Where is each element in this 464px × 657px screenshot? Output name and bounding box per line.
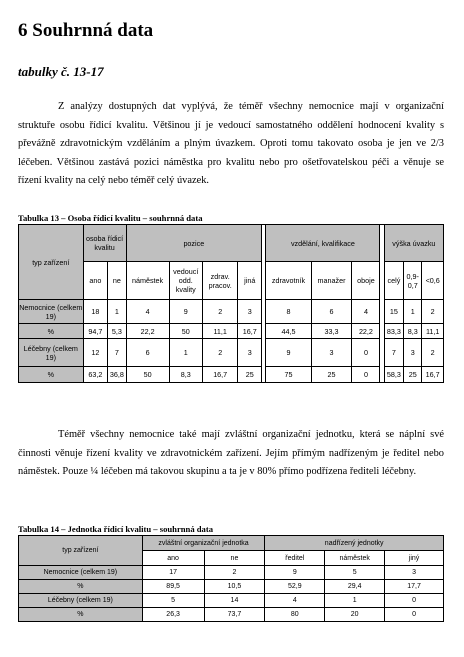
table-cell: 1 bbox=[169, 339, 202, 367]
table-13-group-pozice: pozice bbox=[126, 225, 262, 262]
table-cell: 3 bbox=[404, 339, 422, 367]
table-cell: 3 bbox=[385, 566, 444, 580]
table-cell: 52,9 bbox=[265, 580, 325, 594]
table-cell: 3 bbox=[238, 300, 262, 324]
table-13-group-osoba: osoba řídicí kvalitu bbox=[83, 225, 126, 262]
table-cell: 63,2 bbox=[83, 367, 108, 383]
table-cell: 80 bbox=[265, 608, 325, 622]
paragraph-1 bbox=[18, 98, 444, 191]
table-14-row-label: Léčebny (celkem 19) bbox=[19, 594, 143, 608]
table-cell: 22,2 bbox=[126, 324, 169, 339]
table-cell: 17,7 bbox=[385, 580, 444, 594]
table-cell: 6 bbox=[126, 339, 169, 367]
table-cell: 5,3 bbox=[108, 324, 126, 339]
paragraph-2 bbox=[18, 426, 444, 482]
table-cell: 9 bbox=[169, 300, 202, 324]
table-13-col-header: celý bbox=[384, 262, 403, 300]
table-14-group-nadrizeny: nadřízený jednotky bbox=[265, 536, 444, 551]
table-14-col-header: ne bbox=[204, 551, 265, 566]
table-cell: 29,4 bbox=[325, 580, 385, 594]
table-cell: 2 bbox=[204, 566, 265, 580]
table-cell: 2 bbox=[422, 300, 444, 324]
table-13-col-header: manažer bbox=[311, 262, 352, 300]
table-cell: 14 bbox=[204, 594, 265, 608]
table-cell: 1 bbox=[325, 594, 385, 608]
table-cell: 36,8 bbox=[108, 367, 126, 383]
table-cell: 1 bbox=[108, 300, 126, 324]
paragraph-2-text: Téměř všechny nemocnice také mají zvláštní organizační jednotku, která se náplní své činnosti věnuje řízení kvality ve zdravotnickém zařízení. Jejím přímým nadřízeným je ředitel nebo náměstek. Pouze ¼ léčeben má takovou skupinu a ta je v 80% přímo podřízena řediteli léčebny. bbox=[18, 429, 444, 477]
section-subheading: tabulky č. 13-17 bbox=[18, 64, 104, 79]
table-cell: 18 bbox=[83, 300, 108, 324]
table-cell: 5 bbox=[142, 594, 204, 608]
table-cell: 0 bbox=[352, 367, 380, 383]
table-13-col-header: <0,6 bbox=[422, 262, 444, 300]
table-cell: 25 bbox=[238, 367, 262, 383]
table-cell: 16,7 bbox=[202, 367, 238, 383]
table-cell: 10,5 bbox=[204, 580, 265, 594]
table-cell: 9 bbox=[265, 566, 325, 580]
table-cell: 94,7 bbox=[83, 324, 108, 339]
table-14-row-label: % bbox=[19, 608, 143, 622]
table-cell: 58,3 bbox=[384, 367, 403, 383]
table-cell: 83,3 bbox=[384, 324, 403, 339]
table-cell: 8,3 bbox=[169, 367, 202, 383]
table-cell: 16,7 bbox=[422, 367, 444, 383]
table-cell: 4 bbox=[126, 300, 169, 324]
table-cell: 11,1 bbox=[202, 324, 238, 339]
table-13-col-header: vedoucí odd. kvality bbox=[169, 262, 202, 300]
table-cell: 17 bbox=[142, 566, 204, 580]
table-13-row-label: Léčebny (celkem 19) bbox=[19, 339, 84, 367]
table-cell: 7 bbox=[108, 339, 126, 367]
table-cell: 33,3 bbox=[311, 324, 352, 339]
table-cell: 8 bbox=[266, 300, 311, 324]
table-cell: 6 bbox=[311, 300, 352, 324]
table-cell: 7 bbox=[384, 339, 403, 367]
table-cell: 26,3 bbox=[142, 608, 204, 622]
table-14-corner-header: typ zařízení bbox=[19, 536, 143, 566]
table-14-col-header: náměstek bbox=[325, 551, 385, 566]
table-cell: 2 bbox=[202, 300, 238, 324]
table-13-corner-header: typ zařízení bbox=[19, 225, 84, 300]
table-13-col-header: ne bbox=[108, 262, 126, 300]
table-13-row-label: % bbox=[19, 367, 84, 383]
table-13-col-header: náměstek bbox=[126, 262, 169, 300]
table-cell: 15 bbox=[384, 300, 403, 324]
table-13-row-label: Nemocnice (celkem 19) bbox=[19, 300, 84, 324]
table-cell: 20 bbox=[325, 608, 385, 622]
table-13-col-header: zdrav. pracov. bbox=[202, 262, 238, 300]
table-14-caption: Tabulka 14 – Jednotka řídicí kvalitu – souhrnná data bbox=[18, 524, 214, 534]
table-cell: 25 bbox=[311, 367, 352, 383]
table-14-col-header: ano bbox=[142, 551, 204, 566]
table-14-row-label: % bbox=[19, 580, 143, 594]
table-cell: 0 bbox=[385, 594, 444, 608]
paragraph-1-text: Z analýzy dostupných dat vyplývá, že téměř všechny nemocnice mají v organizační struktuře osobu řídicí kvalitu. Většinou jí je vedoucí samostatného oddělení hodnocení kvality s převážně zdravotnickým vzděláním a plným úvazkem. Oproti tomu takovato osoba je jen ve 2/3 léčeben. Většinou zastává pozici náměstka pro kvalitu nebo pro ošetřovatelskou péči a věnuje se řízení kvality na celý nebo téměř celý úvazek. bbox=[18, 101, 444, 186]
table-13-col-header: ano bbox=[83, 262, 108, 300]
table-13-group-vzdelani: vzdělání, kvalifikace bbox=[266, 225, 380, 262]
table-cell: 9 bbox=[266, 339, 311, 367]
table-14-col-header: jiný bbox=[385, 551, 444, 566]
table-cell: 1 bbox=[404, 300, 422, 324]
table-13-caption: Tabulka 13 – Osoba řídicí kvalitu – souhrnná data bbox=[18, 213, 203, 223]
table-cell: 73,7 bbox=[204, 608, 265, 622]
table-cell: 4 bbox=[352, 300, 380, 324]
table-cell: 50 bbox=[126, 367, 169, 383]
table-cell: 5 bbox=[325, 566, 385, 580]
table-cell: 4 bbox=[265, 594, 325, 608]
table-14-group-jednotka: zvláštní organizační jednotka bbox=[142, 536, 265, 551]
table-cell: 3 bbox=[238, 339, 262, 367]
table-14 bbox=[18, 535, 444, 622]
table-13-group-uvazek: výška úvazku bbox=[384, 225, 443, 262]
table-cell: 11,1 bbox=[422, 324, 444, 339]
table-cell: 89,5 bbox=[142, 580, 204, 594]
table-cell: 0 bbox=[385, 608, 444, 622]
table-13-col-header: jiná bbox=[238, 262, 262, 300]
table-14-col-header: ředitel bbox=[265, 551, 325, 566]
table-cell: 44,5 bbox=[266, 324, 311, 339]
table-13-col-header: zdravotník bbox=[266, 262, 311, 300]
table-cell: 25 bbox=[404, 367, 422, 383]
table-cell: 0 bbox=[352, 339, 380, 367]
table-13-row-label: % bbox=[19, 324, 84, 339]
table-cell: 2 bbox=[202, 339, 238, 367]
table-cell: 22,2 bbox=[352, 324, 380, 339]
page-heading: 6 Souhrnná data bbox=[18, 20, 154, 41]
table-13-col-header: oboje bbox=[352, 262, 380, 300]
table-cell: 50 bbox=[169, 324, 202, 339]
table-cell: 3 bbox=[311, 339, 352, 367]
table-14-row-label: Nemocnice (celkem 19) bbox=[19, 566, 143, 580]
table-13-col-header: 0,9-0,7 bbox=[404, 262, 422, 300]
table-cell: 16,7 bbox=[238, 324, 262, 339]
table-cell: 2 bbox=[422, 339, 444, 367]
table-cell: 8,3 bbox=[404, 324, 422, 339]
table-13 bbox=[18, 224, 444, 383]
table-cell: 75 bbox=[266, 367, 311, 383]
table-cell: 12 bbox=[83, 339, 108, 367]
